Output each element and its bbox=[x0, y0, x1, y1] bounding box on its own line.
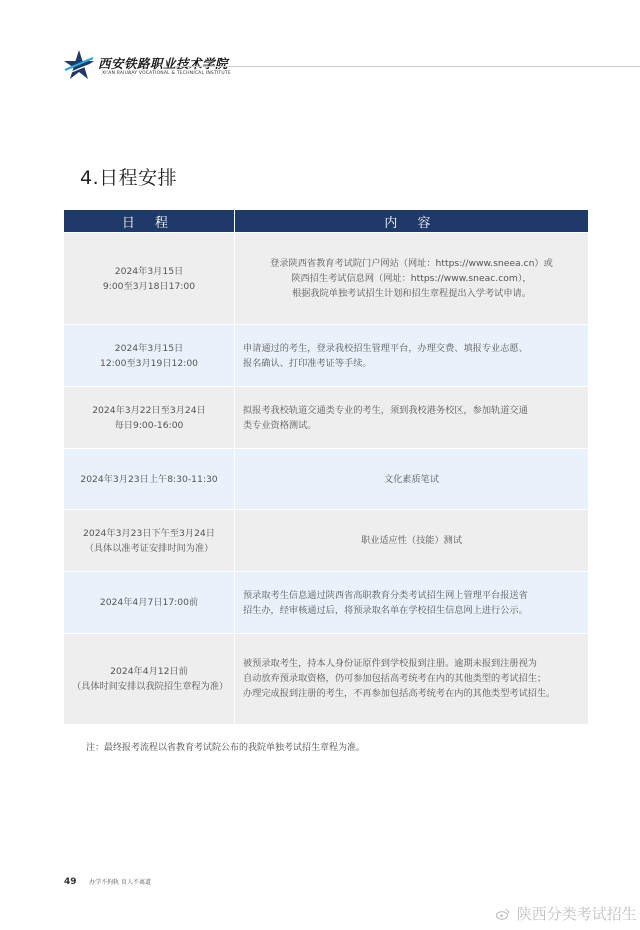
footnote: 注：最终报考流程以省教育考试院公布的我院单独考试招生章程为准。 bbox=[86, 743, 366, 753]
table-row bbox=[64, 510, 588, 572]
table-row bbox=[64, 449, 588, 510]
section-title: 4.日程安排 bbox=[80, 167, 178, 189]
institute-name-cn: 西安铁路职业技术学院 bbox=[98, 56, 229, 71]
date-line: 2024年3月23日上午8:30-11:30 bbox=[80, 473, 218, 485]
content-line: 申请通过的考生，登录我校招生管理平台，办理交费、填报专业志愿、 bbox=[243, 342, 528, 354]
institute-name-en: XI'AN RAILWAY VOCATIONAL & TECHNICAL INSTITUTE bbox=[102, 71, 231, 76]
content-line: 登录陕西省教育考试院门户网站（网址：https://www.sneea.cn）或 bbox=[270, 258, 553, 269]
date-cell bbox=[64, 634, 235, 724]
date-line: 每日9:00-16:00 bbox=[114, 419, 184, 431]
date-line: 12:00至3月19日12:00 bbox=[99, 357, 199, 369]
header-content: 内 容 bbox=[235, 210, 589, 233]
watermark-text: 陕西分类考试招生 bbox=[516, 905, 637, 923]
date-cell bbox=[64, 233, 235, 325]
content-line: 根据我院单独考试招生计划和招生章程提出入学考试申请。 bbox=[292, 288, 531, 299]
date-line: 2024年4月7日17:00前 bbox=[99, 597, 199, 608]
date-line: （具体以准考证安排时间为准） bbox=[84, 542, 214, 554]
content-line: 自动放弃预录取资格，仍可参加包括高考统考在内的其他类型的考试招生； bbox=[243, 673, 547, 685]
content-line: 文化素质笔试 bbox=[383, 473, 440, 485]
content-line: 办理完成报到注册的考生，不再参加包括高考统考在内的其他类型考试招生。 bbox=[243, 688, 556, 700]
page-header bbox=[62, 48, 582, 88]
content-cell bbox=[235, 325, 589, 387]
date-line: 9:00至3月18日17:00 bbox=[102, 280, 196, 292]
date-cell bbox=[64, 325, 235, 387]
content-line: 预录取考生信息通过陕西省高职教育分类考试招生网上管理平台报送省 bbox=[243, 589, 528, 601]
content-line: 职业适应性（技能）测试 bbox=[360, 535, 463, 546]
date-cell bbox=[64, 387, 235, 449]
header-date: 日 程 bbox=[64, 210, 235, 233]
page-footer bbox=[64, 877, 151, 887]
footer-slogan: 办学不拘轨 育人不离道 bbox=[89, 879, 151, 886]
table-row bbox=[64, 233, 588, 325]
page-number: 49 bbox=[64, 877, 77, 887]
content-cell bbox=[235, 233, 589, 325]
content-cell bbox=[235, 449, 589, 510]
table-row bbox=[64, 387, 588, 449]
content-line: 类专业资格测试。 bbox=[243, 419, 317, 431]
date-line: （具体时间安排以我院招生章程为准） bbox=[72, 680, 229, 692]
content-cell bbox=[235, 634, 589, 724]
content-line: 招生办，经审核通过后，将预录取名单在学校招生信息网上进行公示。 bbox=[243, 604, 528, 616]
header-divider bbox=[174, 66, 640, 67]
content-line: 陕西招生考试信息网（网址：https://www.sneac.com）， bbox=[291, 273, 532, 284]
date-line: 2024年3月15日 bbox=[114, 342, 184, 354]
content-line: 被预录取考生，持本人身份证原件到学校报到注册。逾期未报到注册视为 bbox=[243, 658, 537, 670]
weibo-icon bbox=[496, 908, 510, 920]
content-cell bbox=[235, 387, 589, 449]
date-line: 2024年4月12日前 bbox=[110, 665, 188, 677]
date-line: 2024年3月15日 bbox=[114, 265, 184, 277]
schedule-table bbox=[64, 210, 588, 724]
date-cell bbox=[64, 449, 235, 510]
content-line: 报名确认、打印准考证等手续。 bbox=[243, 357, 372, 369]
date-line: 2024年3月22日至3月24日 bbox=[92, 404, 206, 416]
date-cell bbox=[64, 572, 235, 634]
content-cell bbox=[235, 510, 589, 572]
content-line: 拟报考我校轨道交通类专业的考生，须到我校港务校区，参加轨道交通 bbox=[243, 404, 528, 416]
table-row bbox=[64, 325, 588, 387]
table-row bbox=[64, 572, 588, 634]
table-header-row bbox=[64, 210, 588, 233]
content-cell bbox=[235, 572, 589, 634]
table-row bbox=[64, 634, 588, 724]
date-cell bbox=[64, 510, 235, 572]
date-line: 2024年3月23日下午至3月24日 bbox=[83, 527, 215, 539]
weibo-watermark bbox=[496, 903, 637, 924]
institute-logo-icon bbox=[62, 48, 96, 82]
